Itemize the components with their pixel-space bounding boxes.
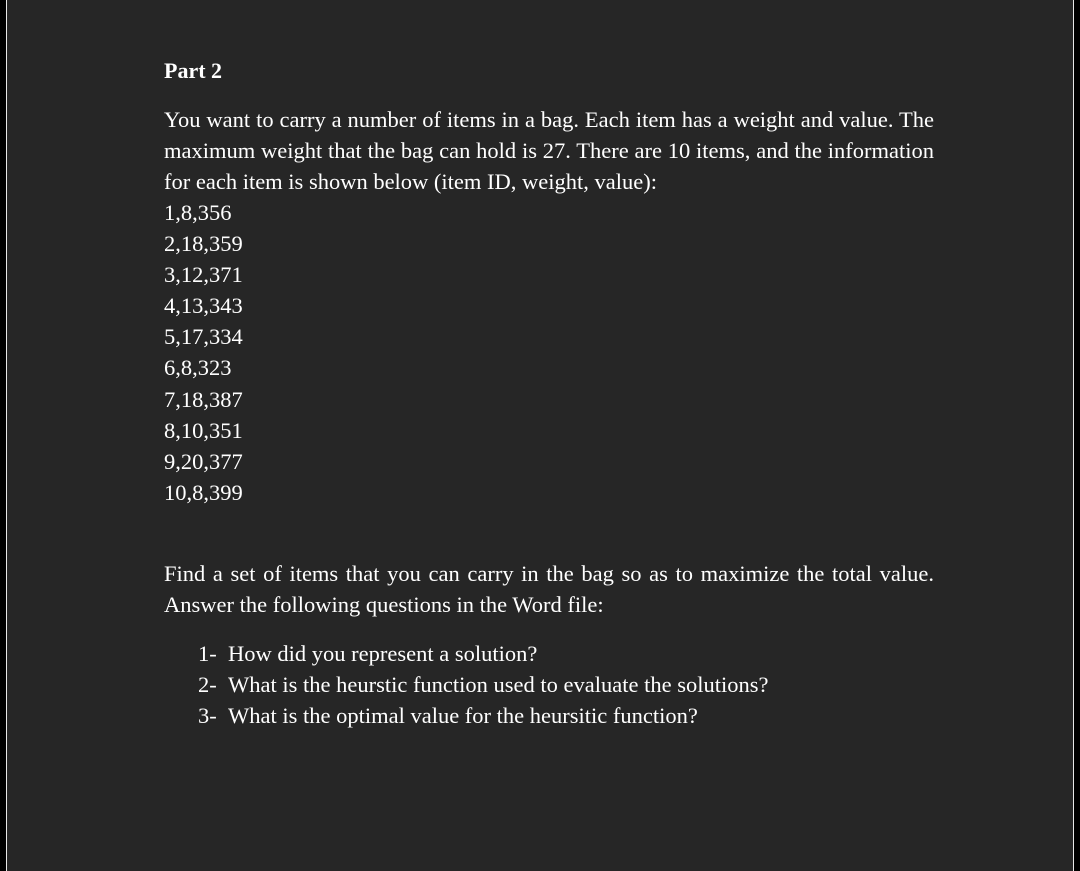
question-text: What is the optimal value for the heursitic function? [228, 702, 698, 728]
item-row: 2,18,359 [164, 231, 243, 257]
question-number: 3- [198, 702, 217, 728]
part-heading: Part 2 [164, 58, 223, 83]
question-text: How did you represent a solution? [228, 640, 538, 666]
item-row: 8,10,351 [164, 417, 243, 443]
item-row: 1,8,356 [164, 200, 232, 225]
document-content [164, 56, 934, 731]
question-item [198, 700, 934, 731]
question-text: What is the heurstic function used to evaluate the solutions? [228, 671, 769, 697]
item-row: 3,12,371 [164, 262, 243, 288]
item-row: 6,8,323 [164, 355, 232, 381]
question-list [198, 638, 934, 731]
question-number: 1- [198, 640, 217, 666]
item-list [164, 197, 934, 508]
item-row: 4,13,343 [164, 293, 243, 319]
question-number: 2- [198, 671, 217, 697]
question-item [198, 669, 934, 700]
intro-paragraph: You want to carry a number of items in a bag. Each item has a weight and value. The maximum weight that the bag can hold is 27. There are 10 items, and the information for each item is shown below (item ID, weight, value): [164, 107, 934, 194]
document-frame [6, 0, 1074, 871]
item-row: 5,17,334 [164, 324, 243, 350]
question-item [198, 638, 934, 669]
item-row: 10,8,399 [164, 479, 243, 505]
task-paragraph: Find a set of items that you can carry in the bag so as to maximize the total value. Answer the following questions in the Word file: [164, 560, 934, 617]
item-row: 7,18,387 [164, 386, 243, 412]
item-row: 9,20,377 [164, 448, 243, 474]
